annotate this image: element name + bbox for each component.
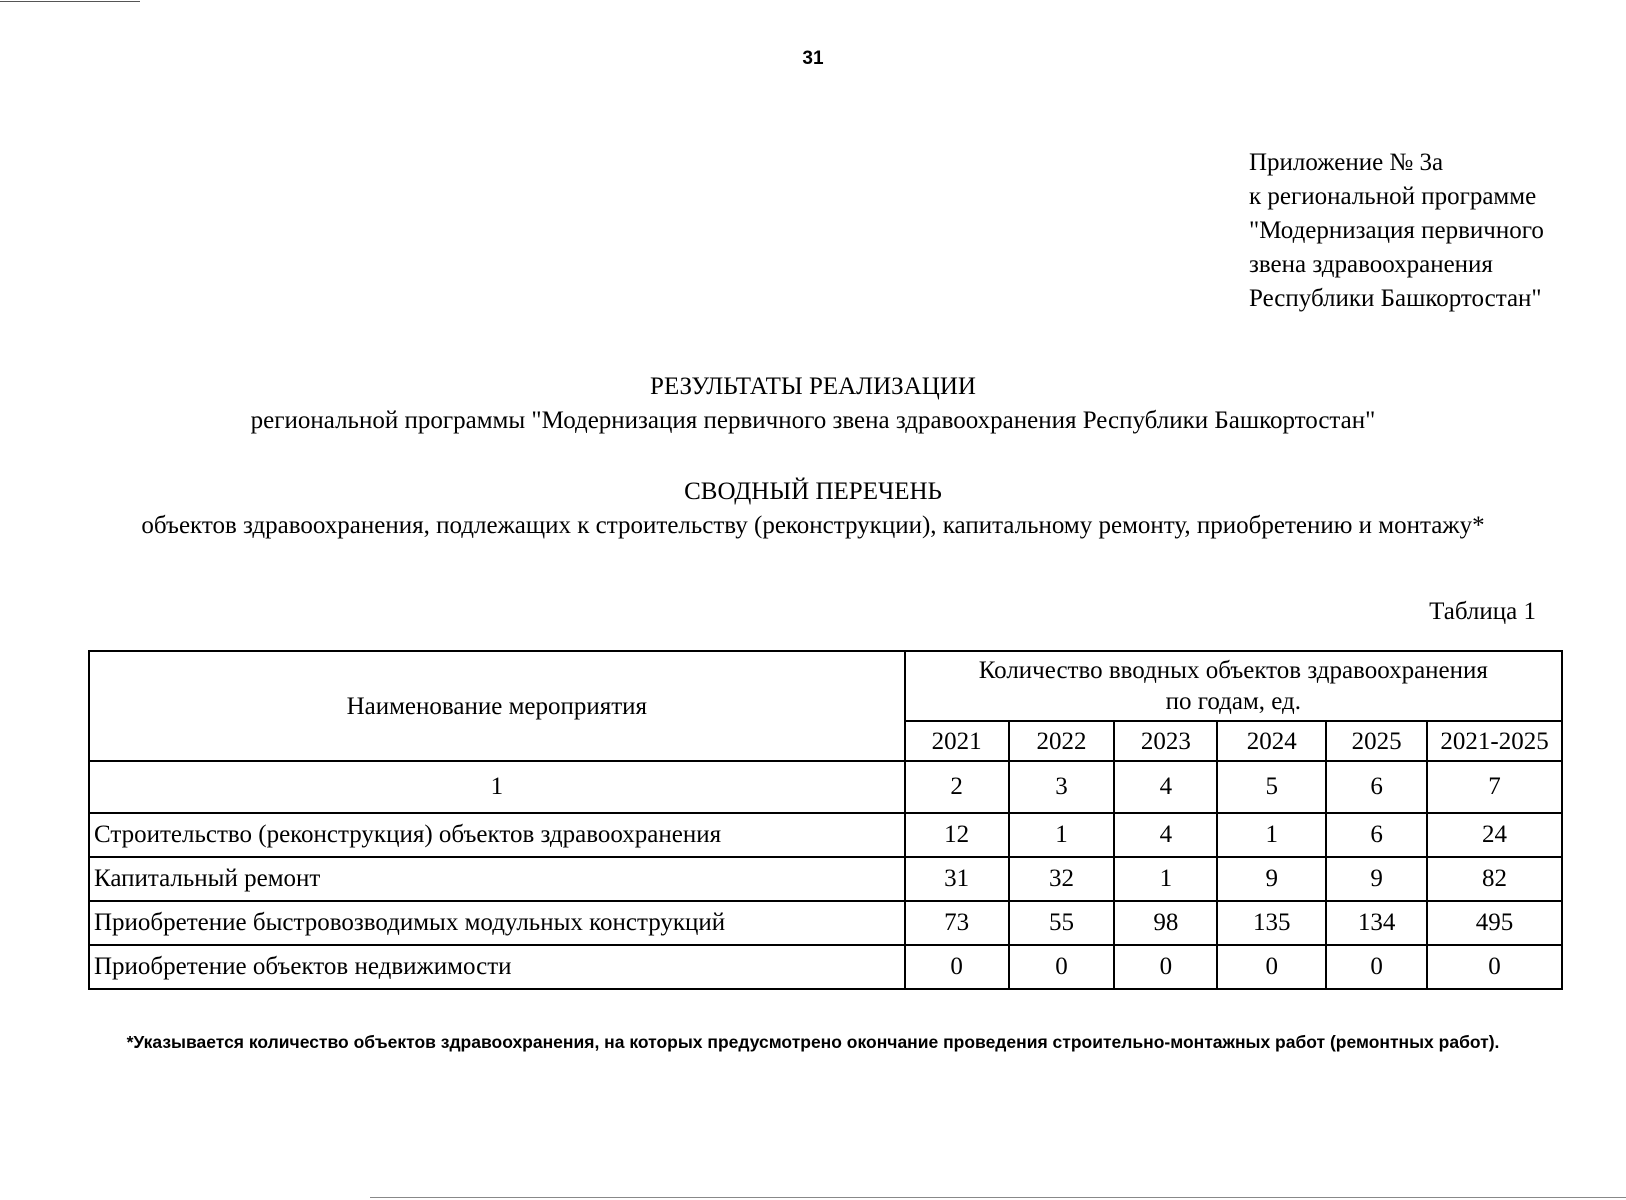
row-value: 6 bbox=[1326, 813, 1427, 857]
year-header: 2024 bbox=[1217, 721, 1326, 761]
row-value: 0 bbox=[1217, 945, 1326, 989]
row-value: 0 bbox=[905, 945, 1009, 989]
year-header: 2021-2025 bbox=[1427, 721, 1562, 761]
year-header: 2025 bbox=[1326, 721, 1427, 761]
table-row bbox=[89, 857, 1562, 901]
row-name: Капитальный ремонт bbox=[89, 857, 905, 901]
row-value: 32 bbox=[1009, 857, 1115, 901]
scan-edge-line bbox=[370, 1197, 1626, 1198]
column-index: 5 bbox=[1217, 761, 1326, 813]
row-total: 82 bbox=[1427, 857, 1562, 901]
footnote: *Указывается количество объектов здравоохранения, на которых предусмотрено окончание проведения строительно-монтажных работ (ремонтных работ). bbox=[126, 1032, 1500, 1052]
appendix-line: "Модернизация первичного bbox=[1249, 217, 1544, 244]
table-row bbox=[89, 945, 1562, 989]
quantity-group-header bbox=[905, 651, 1562, 721]
table-label: Таблица 1 bbox=[1429, 598, 1536, 625]
row-total: 0 bbox=[1427, 945, 1562, 989]
row-name: Приобретение объектов недвижимости bbox=[89, 945, 905, 989]
row-value: 0 bbox=[1009, 945, 1115, 989]
row-value: 0 bbox=[1326, 945, 1427, 989]
row-total: 495 bbox=[1427, 901, 1562, 945]
column-index: 1 bbox=[89, 761, 905, 813]
list-title: СВОДНЫЙ ПЕРЕЧЕНЬ bbox=[684, 478, 942, 505]
row-name: Строительство (реконструкция) объектов здравоохранения bbox=[89, 813, 905, 857]
page-number: 31 bbox=[802, 48, 824, 69]
column-index-row bbox=[89, 761, 1562, 813]
scan-edge-line bbox=[0, 1, 140, 2]
row-value: 73 bbox=[905, 901, 1009, 945]
list-title-block bbox=[0, 475, 1626, 543]
column-index: 2 bbox=[905, 761, 1009, 813]
row-value: 98 bbox=[1114, 901, 1217, 945]
table-row bbox=[89, 901, 1562, 945]
row-value: 55 bbox=[1009, 901, 1115, 945]
row-value: 1 bbox=[1114, 857, 1217, 901]
document-subtitle: региональной программы "Модернизация первичного звена здравоохранения Республики Башкортостан" bbox=[250, 407, 1376, 434]
row-value: 9 bbox=[1217, 857, 1326, 901]
summary-table bbox=[88, 650, 1563, 990]
column-index: 6 bbox=[1326, 761, 1427, 813]
row-total: 24 bbox=[1427, 813, 1562, 857]
title-block bbox=[0, 370, 1626, 438]
appendix-line: Республики Башкортостан" bbox=[1249, 285, 1542, 312]
group-header-line: по годам, ед. bbox=[1165, 688, 1302, 715]
row-value: 1 bbox=[1009, 813, 1115, 857]
table-row bbox=[89, 813, 1562, 857]
appendix-line: к региональной программе bbox=[1249, 183, 1537, 210]
year-header: 2023 bbox=[1114, 721, 1217, 761]
row-value: 1 bbox=[1217, 813, 1326, 857]
column-index: 3 bbox=[1009, 761, 1115, 813]
appendix-note bbox=[1249, 146, 1544, 316]
row-value: 134 bbox=[1326, 901, 1427, 945]
name-column-header: Наименование мероприятия bbox=[89, 651, 905, 761]
year-header: 2022 bbox=[1009, 721, 1115, 761]
document-title: РЕЗУЛЬТАТЫ РЕАЛИЗАЦИИ bbox=[650, 373, 976, 400]
row-value: 9 bbox=[1326, 857, 1427, 901]
table-header-row bbox=[89, 651, 1562, 721]
row-value: 12 bbox=[905, 813, 1009, 857]
row-value: 0 bbox=[1114, 945, 1217, 989]
row-name: Приобретение быстровозводимых модульных конструкций bbox=[89, 901, 905, 945]
column-index: 7 bbox=[1427, 761, 1562, 813]
year-header: 2021 bbox=[905, 721, 1009, 761]
appendix-line: Приложение № 3а bbox=[1249, 149, 1444, 176]
list-subtitle: объектов здравоохранения, подлежащих к строительству (реконструкции), капитальному ремонту, приобретению и монтажу* bbox=[141, 512, 1485, 539]
group-header-line: Количество вводных объектов здравоохранения bbox=[978, 657, 1488, 684]
appendix-line: звена здравоохранения bbox=[1249, 251, 1493, 278]
row-value: 135 bbox=[1217, 901, 1326, 945]
column-index: 4 bbox=[1114, 761, 1217, 813]
row-value: 31 bbox=[905, 857, 1009, 901]
row-value: 4 bbox=[1114, 813, 1217, 857]
